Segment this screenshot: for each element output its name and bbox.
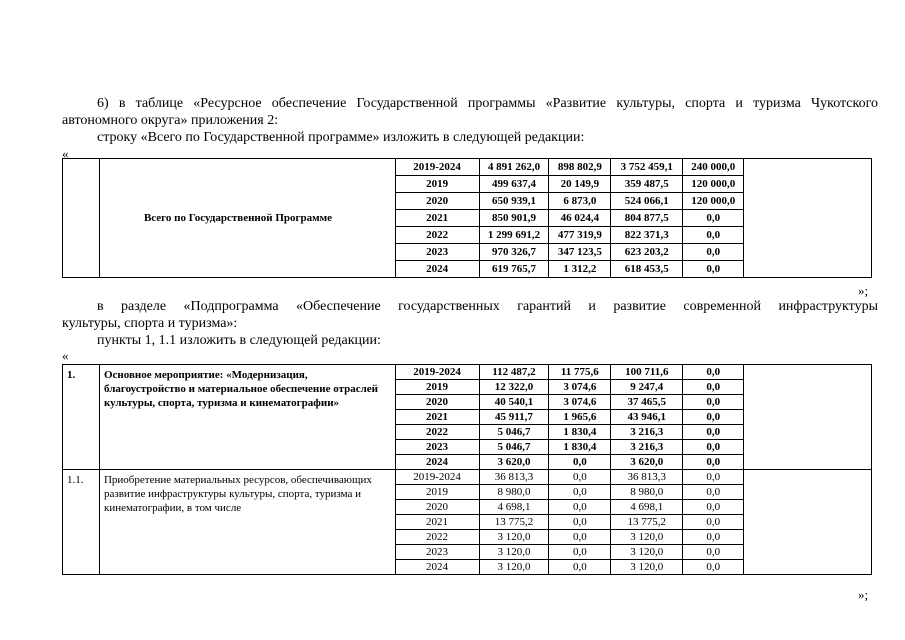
value-cell: 4 698,1 — [611, 500, 683, 515]
year-cell: 2021 — [395, 515, 479, 530]
value-cell: 0,0 — [683, 410, 744, 425]
table-row — [63, 470, 872, 485]
value-cell: 0,0 — [683, 261, 744, 278]
year-cell: 2019 — [395, 176, 479, 193]
value-cell: 524 066,1 — [611, 193, 683, 210]
value-cell: 40 540,1 — [479, 395, 549, 410]
value-cell: 0,0 — [549, 530, 611, 545]
paragraph-3: в разделе «Подпрограмма «Обеспечение государственных гарантий и развитие современной инфраструктуры — [97, 299, 878, 314]
close-quote-2: »; — [858, 587, 869, 602]
value-cell: 1 965,6 — [549, 410, 611, 425]
year-cell: 2019 — [395, 485, 479, 500]
total-table — [62, 158, 872, 278]
value-cell: 359 487,5 — [611, 176, 683, 193]
value-cell: 0,0 — [683, 210, 744, 227]
year-cell: 2020 — [395, 500, 479, 515]
value-cell: 0,0 — [683, 500, 744, 515]
year-cell: 2022 — [395, 425, 479, 440]
year-cell: 2022 — [395, 227, 479, 244]
value-cell: 3 120,0 — [479, 530, 549, 545]
value-cell: 3 120,0 — [611, 560, 683, 575]
empty-cell — [744, 470, 872, 575]
value-cell: 4 891 262,0 — [479, 159, 549, 176]
year-cell: 2021 — [395, 210, 479, 227]
value-cell: 804 877,5 — [611, 210, 683, 227]
value-cell: 13 775,2 — [479, 515, 549, 530]
value-cell: 11 775,6 — [549, 365, 611, 380]
value-cell: 0,0 — [549, 515, 611, 530]
value-cell: 3 120,0 — [479, 545, 549, 560]
value-cell: 5 046,7 — [479, 425, 549, 440]
value-cell: 13 775,2 — [611, 515, 683, 530]
subprogram-table — [62, 364, 872, 575]
year-cell: 2020 — [395, 193, 479, 210]
value-cell: 100 711,6 — [611, 365, 683, 380]
value-cell: 0,0 — [683, 380, 744, 395]
year-cell: 2020 — [395, 395, 479, 410]
value-cell: 0,0 — [683, 425, 744, 440]
empty-cell — [744, 365, 872, 470]
row-label: Приобретение материальных ресурсов, обеспечивающих развитие инфраструктуры культуры, спорта, туризма и кинематографии, в том числе — [99, 470, 395, 575]
value-cell: 46 024,4 — [549, 210, 611, 227]
value-cell: 5 046,7 — [479, 440, 549, 455]
paragraph-4: пункты 1, 1.1 изложить в следующей редакции: — [97, 333, 381, 348]
value-cell: 12 322,0 — [479, 380, 549, 395]
value-cell: 850 901,9 — [479, 210, 549, 227]
value-cell: 0,0 — [549, 485, 611, 500]
empty-cell — [744, 159, 872, 278]
value-cell: 0,0 — [683, 470, 744, 485]
value-cell: 3 120,0 — [479, 560, 549, 575]
value-cell: 0,0 — [549, 500, 611, 515]
row-number — [63, 159, 100, 278]
row-number: 1. — [63, 365, 100, 470]
value-cell: 3 752 459,1 — [611, 159, 683, 176]
open-quote-1: « — [62, 146, 69, 161]
value-cell: 8 980,0 — [611, 485, 683, 500]
value-cell: 0,0 — [683, 440, 744, 455]
value-cell: 499 637,4 — [479, 176, 549, 193]
value-cell: 0,0 — [683, 365, 744, 380]
row-label: Всего по Государственной Программе — [99, 159, 395, 278]
value-cell: 3 120,0 — [611, 530, 683, 545]
table-row — [63, 159, 872, 176]
value-cell: 0,0 — [683, 227, 744, 244]
year-cell: 2019-2024 — [395, 470, 479, 485]
value-cell: 120 000,0 — [683, 176, 744, 193]
value-cell: 9 247,4 — [611, 380, 683, 395]
close-quote-1: »; — [858, 283, 869, 298]
year-cell: 2023 — [395, 440, 479, 455]
value-cell: 3 120,0 — [611, 545, 683, 560]
value-cell: 3 216,3 — [611, 425, 683, 440]
value-cell: 3 074,6 — [549, 380, 611, 395]
value-cell: 898 802,9 — [549, 159, 611, 176]
row-number: 1.1. — [63, 470, 100, 575]
value-cell: 6 873,0 — [549, 193, 611, 210]
value-cell: 1 830,4 — [549, 440, 611, 455]
paragraph-1-cont: автономного округа» приложения 2: — [62, 113, 279, 128]
value-cell: 0,0 — [683, 244, 744, 261]
value-cell: 3 620,0 — [479, 455, 549, 470]
value-cell: 0,0 — [549, 560, 611, 575]
value-cell: 45 911,7 — [479, 410, 549, 425]
value-cell: 0,0 — [683, 485, 744, 500]
paragraph-1: 6) в таблице «Ресурсное обеспечение Государственной программы «Развитие культуры, спорта и туризма Чукотского — [97, 96, 878, 111]
row-label: Основное мероприятие: «Модернизация, благоустройство и материальное обеспечение отраслей культуры, спорта, туризма и кинематографии» — [99, 365, 395, 470]
value-cell: 619 765,7 — [479, 261, 549, 278]
value-cell: 43 946,1 — [611, 410, 683, 425]
year-cell: 2023 — [395, 244, 479, 261]
value-cell: 20 149,9 — [549, 176, 611, 193]
value-cell: 3 620,0 — [611, 455, 683, 470]
value-cell: 0,0 — [683, 530, 744, 545]
value-cell: 0,0 — [549, 455, 611, 470]
value-cell: 1 299 691,2 — [479, 227, 549, 244]
paragraph-2: строку «Всего по Государственной программе» изложить в следующей редакции: — [97, 130, 585, 145]
year-cell: 2022 — [395, 530, 479, 545]
year-cell: 2019 — [395, 380, 479, 395]
year-cell: 2024 — [395, 560, 479, 575]
paragraph-3-cont: культуры, спорта и туризма»: — [62, 316, 238, 331]
year-cell: 2024 — [395, 261, 479, 278]
value-cell: 112 487,2 — [479, 365, 549, 380]
value-cell: 1 830,4 — [549, 425, 611, 440]
value-cell: 623 203,2 — [611, 244, 683, 261]
value-cell: 0,0 — [549, 545, 611, 560]
value-cell: 36 813,3 — [611, 470, 683, 485]
value-cell: 0,0 — [683, 395, 744, 410]
value-cell: 3 216,3 — [611, 440, 683, 455]
year-cell: 2019-2024 — [395, 159, 479, 176]
value-cell: 37 465,5 — [611, 395, 683, 410]
value-cell: 8 980,0 — [479, 485, 549, 500]
table-row — [63, 365, 872, 380]
value-cell: 0,0 — [683, 515, 744, 530]
value-cell: 240 000,0 — [683, 159, 744, 176]
value-cell: 347 123,5 — [549, 244, 611, 261]
year-cell: 2021 — [395, 410, 479, 425]
year-cell: 2019-2024 — [395, 365, 479, 380]
value-cell: 3 074,6 — [549, 395, 611, 410]
value-cell: 1 312,2 — [549, 261, 611, 278]
value-cell: 36 813,3 — [479, 470, 549, 485]
value-cell: 822 371,3 — [611, 227, 683, 244]
year-cell: 2024 — [395, 455, 479, 470]
value-cell: 120 000,0 — [683, 193, 744, 210]
value-cell: 0,0 — [683, 560, 744, 575]
value-cell: 618 453,5 — [611, 261, 683, 278]
value-cell: 0,0 — [549, 470, 611, 485]
open-quote-2: « — [62, 348, 69, 363]
value-cell: 650 939,1 — [479, 193, 549, 210]
value-cell: 970 326,7 — [479, 244, 549, 261]
value-cell: 4 698,1 — [479, 500, 549, 515]
year-cell: 2023 — [395, 545, 479, 560]
value-cell: 0,0 — [683, 545, 744, 560]
value-cell: 477 319,9 — [549, 227, 611, 244]
value-cell: 0,0 — [683, 455, 744, 470]
